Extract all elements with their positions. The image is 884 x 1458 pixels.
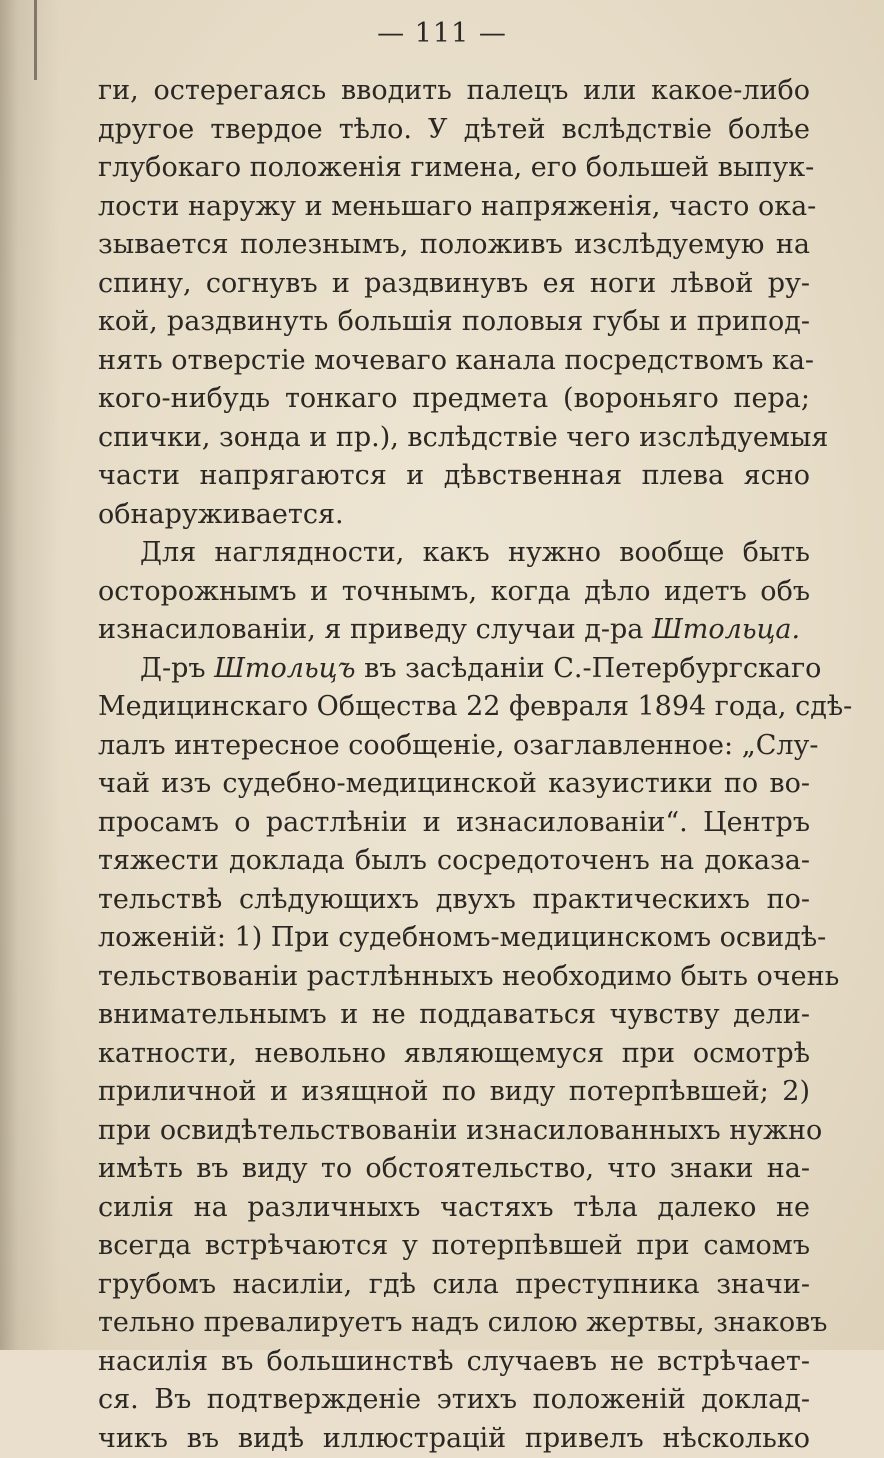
body-text	[98, 72, 810, 1458]
text-line: чикъ въ видѣ иллюстрацій привелъ нѣсколько	[98, 1420, 810, 1458]
page-number: — 111 —	[0, 18, 884, 49]
text-line: тяжести доклада былъ сосредоточенъ на доказа-	[98, 842, 810, 881]
line-text: въ засѣданіи С.-Петербургскаго	[356, 653, 822, 684]
text-line: просамъ о растлѣніи и изнасилованіи“. Центръ	[98, 804, 810, 843]
text-line: катности, невольно являющемуся при осмотрѣ	[98, 1035, 810, 1074]
text-line: грубомъ насиліи, гдѣ сила преступника значи-	[98, 1266, 810, 1305]
text-line: насилія въ большинствѣ случаевъ не встрѣчает-	[98, 1343, 810, 1382]
spine-shadow	[0, 0, 60, 1350]
text-line: всегда встрѣчаются у потерпѣвшей при самомъ	[98, 1227, 810, 1266]
text-line: Для наглядности, какъ нужно вообще быть	[98, 534, 810, 573]
text-line	[98, 611, 810, 650]
text-line: силія на различныхъ частяхъ тѣла далеко не	[98, 1189, 810, 1228]
text-line: зывается полезнымъ, положивъ изслѣдуемую на	[98, 226, 810, 265]
text-line: имѣть въ виду то обстоятельство, что знаки на-	[98, 1150, 810, 1189]
text-line: тельствованіи растлѣнныхъ необходимо быть очень	[98, 958, 810, 997]
text-line: обнаруживается.	[98, 496, 810, 535]
text-line	[98, 650, 810, 689]
text-line: ложеній: 1) При судебномъ-медицинскомъ освидѣ-	[98, 919, 810, 958]
text-line: ся. Въ подтвержденіе этихъ положеній доклад-	[98, 1381, 810, 1420]
line-text: изнасилованіи, я приведу случаи д-ра	[98, 614, 652, 645]
text-line: при освидѣтельствованіи изнасилованныхъ нужно	[98, 1112, 810, 1151]
text-line: осторожнымъ и точнымъ, когда дѣло идетъ объ	[98, 573, 810, 612]
text-line: нять отверстіе мочеваго канала посредствомъ ка-	[98, 342, 810, 381]
text-line: глубокаго положенія гимена, его большей выпук-	[98, 149, 810, 188]
text-line: приличной и изящной по виду потерпѣвшей; 2)	[98, 1073, 810, 1112]
text-line: Медицинскаго Общества 22 февраля 1894 года, сдѣ-	[98, 688, 810, 727]
text-line: кой, раздвинуть большія половыя губы и припод-	[98, 303, 810, 342]
text-line: части напрягаются и дѣвственная плева ясно	[98, 457, 810, 496]
author-name: Штольца.	[652, 614, 800, 645]
text-line: тельно превалируетъ надъ силою жертвы, знаковъ	[98, 1304, 810, 1343]
text-line: спички, зонда и пр.), вслѣдствіе чего изслѣдуемыя	[98, 419, 810, 458]
text-line: спину, согнувъ и раздвинувъ ея ноги лѣвой ру-	[98, 265, 810, 304]
text-line: лалъ интересное сообщеніе, озаглавленное: „Слу-	[98, 727, 810, 766]
text-line: тельствѣ слѣдующихъ двухъ практическихъ по-	[98, 881, 810, 920]
text-line: лости наружу и меньшаго напряженія, часто ока-	[98, 188, 810, 227]
text-line: ги, остерегаясь вводить палецъ или какое-либо	[98, 72, 810, 111]
line-text: Д-ръ	[140, 653, 214, 684]
author-name: Штольцъ	[214, 653, 355, 684]
text-line: чай изъ судебно-медицинской казуистики по во-	[98, 765, 810, 804]
text-line: внимательнымъ и не поддаваться чувству дели-	[98, 996, 810, 1035]
text-line: кого-нибудь тонкаго предмета (вороньяго пера;	[98, 380, 810, 419]
text-line: другое твердое тѣло. У дѣтей вслѣдствіе болѣе	[98, 111, 810, 150]
